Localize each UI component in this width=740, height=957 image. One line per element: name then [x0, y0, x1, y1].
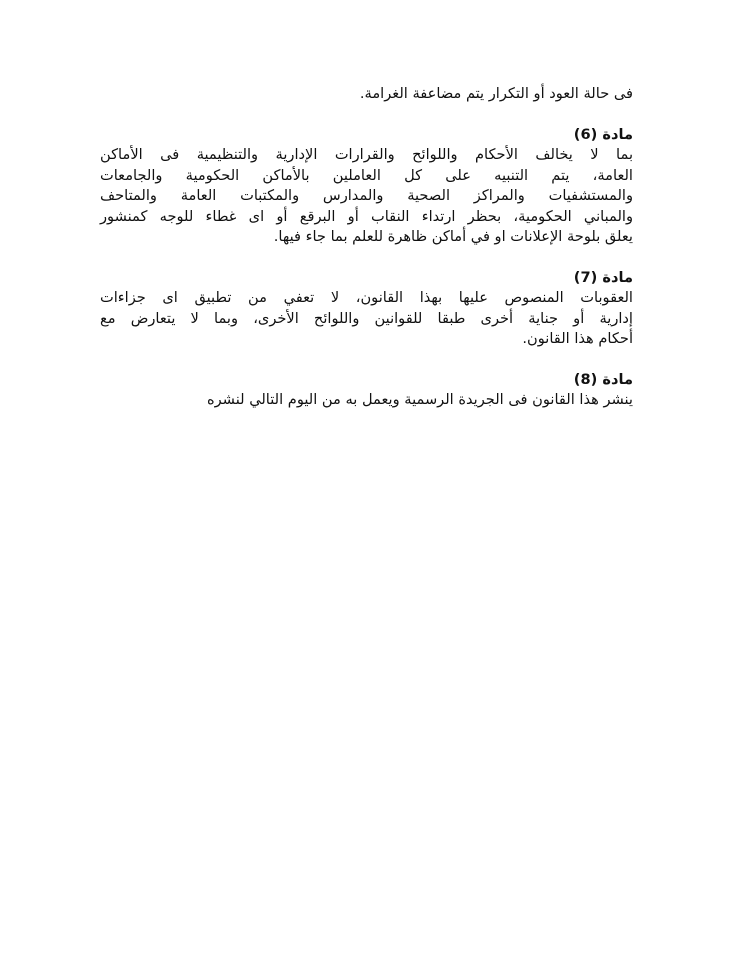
text-line: العقوبات المنصوص عليها بهذا القانون، لا تعفي من تطبيق اى جزاءات: [100, 289, 633, 306]
document-page: [100, 84, 633, 411]
article-heading: مادة (8): [573, 370, 633, 388]
text-line: والمستشفيات والمراكز الصحية والمدارس والمكتبات العامة والمتاحف: [100, 187, 633, 204]
text-line: إدارية أو جناية أخرى طبقا للقوانين واللوائح الأخرى، وبما لا يتعارض مع: [100, 309, 633, 327]
article-8: [100, 370, 633, 411]
article-heading: مادة (7): [573, 268, 633, 286]
text-line: بما لا يخالف الأحكام واللوائح والقرارات الإدارية والتنظيمية فى الأماكن: [100, 146, 633, 163]
article-body: [100, 145, 633, 248]
intro-paragraph: [100, 84, 633, 105]
article-6: [100, 125, 633, 248]
text-line: ينشر هذا القانون فى الجريدة الرسمية ويعمل به من اليوم التالي لنشره: [206, 391, 633, 408]
article-body: [100, 288, 633, 350]
article-body: [100, 390, 633, 411]
text-line: والمباني الحكومية، بحظر ارتداء النقاب أو البرقع أو اى غطاء للوجه كمنشور: [100, 207, 633, 225]
article-heading: مادة (6): [573, 125, 633, 143]
text-line: يعلق بلوحة الإعلانات او في أماكن ظاهرة للعلم بما جاء فيها.: [273, 228, 633, 245]
text-line: فى حالة العود أو التكرار يتم مضاعفة الغرامة.: [359, 85, 633, 102]
text-line: العامة، يتم التنبيه على كل العاملين بالأماكن الحكومية والجامعات: [100, 166, 633, 184]
text-line: أحكام هذا القانون.: [522, 330, 633, 347]
article-7: [100, 268, 633, 350]
